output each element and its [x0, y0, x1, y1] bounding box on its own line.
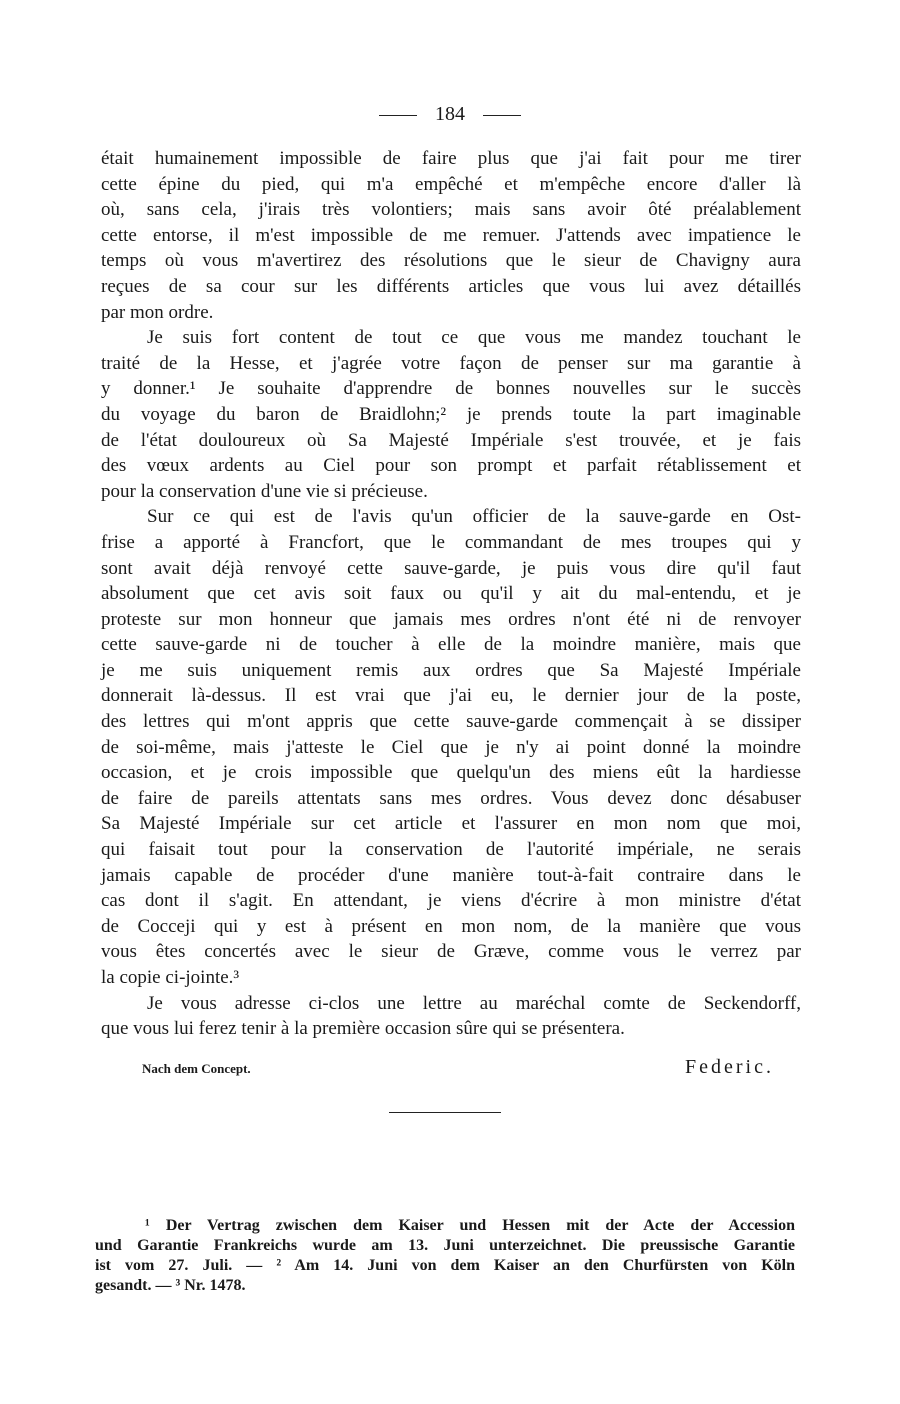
text-line: des vœux ardents au Ciel pour son prompt et parfait rétablissement et — [101, 455, 801, 477]
text-line: Je vous adresse ci-clos une lettre au maréchal comte de Seckendorff, — [147, 992, 801, 1014]
text-line: occasion, et je crois impossible que quelqu'un des miens eût la hardiesse — [101, 762, 801, 784]
paragraph — [101, 325, 801, 504]
text-line: cette épine du pied, qui m'a empêché et m'empêche encore d'aller là — [101, 173, 801, 195]
text-line: était humainement impossible de faire plus que j'ai fait pour me tirer — [101, 148, 801, 169]
paragraph — [101, 146, 801, 325]
text-line: y donner.¹ Je souhaite d'apprendre de bonnes nouvelles sur le succès — [101, 378, 801, 400]
text-line: des lettres qui m'ont appris que cette sauve-garde commençait à se dissiper — [101, 711, 801, 733]
text-line: proteste sur mon honneur que jamais mes ordres n'ont été ni de renvoyer — [101, 608, 801, 630]
text-line: de soi-même, mais j'atteste le Ciel que je n'y ai point donné la moindre — [101, 736, 801, 758]
footnote-line: gesandt. — ³ Nr. 1478. — [95, 1277, 246, 1294]
text-line: cas dont il s'agit. En attendant, je viens d'écrire à mon ministre d'état — [101, 890, 801, 912]
page-number: 184 — [435, 103, 465, 125]
text-line: vous êtes concertés avec le sieur de Græve, comme vous le verrez par — [101, 941, 801, 963]
text-line: de faire de pareils attentats sans mes ordres. Vous devez donc désabuser — [101, 787, 801, 809]
text-line: cette entorse, il m'est impossible de me remuer. J'attends avec impatience le — [101, 224, 801, 246]
header-dash-right — [483, 115, 521, 116]
text-line: qui faisait tout pour la conservation de l'autorité impériale, ne serais — [101, 839, 801, 861]
text-line: absolument que cet avis soit faux ou qu'il y ait du mal-entendu, et je — [101, 583, 801, 605]
text-line: sont avait déjà renvoyé cette sauve-garde, je puis vous dire qu'il faut — [101, 557, 801, 579]
source-note: Nach dem Concept. — [142, 1061, 251, 1076]
signature: Federic. — [685, 1056, 774, 1078]
text-line: par mon ordre. — [101, 301, 214, 323]
text-line: temps où vous m'avertirez des résolutions que le sieur de Chavigny aura — [101, 250, 801, 272]
text-line: donnerait là-dessus. Il est vrai que j'ai eu, le dernier jour de la poste, — [101, 685, 801, 707]
text-line: de Cocceji qui y est à présent en mon nom, de la manière que vous — [101, 915, 801, 937]
footnote-line: ist vom 27. Juli. — ² Am 14. Juni von dem Kaiser an den Churfürsten von Köln — [95, 1257, 795, 1274]
text-line: de l'état douloureux où Sa Majesté Impériale s'est trouvée, et je fais — [101, 429, 801, 451]
footnotes — [95, 1216, 795, 1296]
text-line: pour la conservation d'une vie si précieuse. — [101, 480, 428, 502]
section-rule — [389, 1112, 501, 1113]
page-header — [0, 100, 900, 128]
text-line: reçues de sa cour sur les différents articles que vous lui avez détaillés — [101, 275, 801, 297]
text-line: Sur ce qui est de l'avis qu'un officier de la sauve-garde en Ost- — [147, 506, 801, 528]
paragraph — [101, 991, 801, 1042]
text-line: la copie ci-jointe.³ — [101, 967, 240, 988]
footnote-line: und Garantie Frankreichs wurde am 13. Juni unterzeichnet. Die preussische Garantie — [95, 1237, 795, 1254]
letter-body — [101, 146, 801, 1042]
text-line: frise a apporté à Francfort, que le commandant de mes troupes qui y — [101, 531, 801, 553]
paragraph — [101, 504, 801, 990]
footnote-line: ¹ Der Vertrag zwischen dem Kaiser und Hessen mit der Acte der Accession — [145, 1217, 795, 1234]
text-line: Je suis fort content de tout ce que vous me mandez touchant le — [147, 327, 801, 349]
text-line: je me suis uniquement remis aux ordres que Sa Majesté Impériale — [101, 659, 801, 681]
text-line: que vous lui ferez tenir à la première occasion sûre qui se présentera. — [101, 1018, 625, 1040]
closing-row — [142, 1056, 774, 1079]
text-line: Sa Majesté Impériale sur cet article et l'assurer en mon nom que moi, — [101, 813, 801, 835]
text-line: cette sauve-garde ni de toucher à elle de la moindre manière, mais que — [101, 634, 801, 656]
text-line: du voyage du baron de Braidlohn;² je prends toute la part imaginable — [101, 403, 801, 425]
text-line: où, sans cela, j'irais très volontiers; mais sans avoir ôté préalablement — [101, 199, 801, 221]
header-dash-left — [379, 115, 417, 116]
text-line: traité de la Hesse, et j'agrée votre façon de penser sur ma garantie à — [101, 352, 801, 374]
text-line: jamais capable de procéder d'une manière tout-à-fait contraire dans le — [101, 864, 801, 886]
